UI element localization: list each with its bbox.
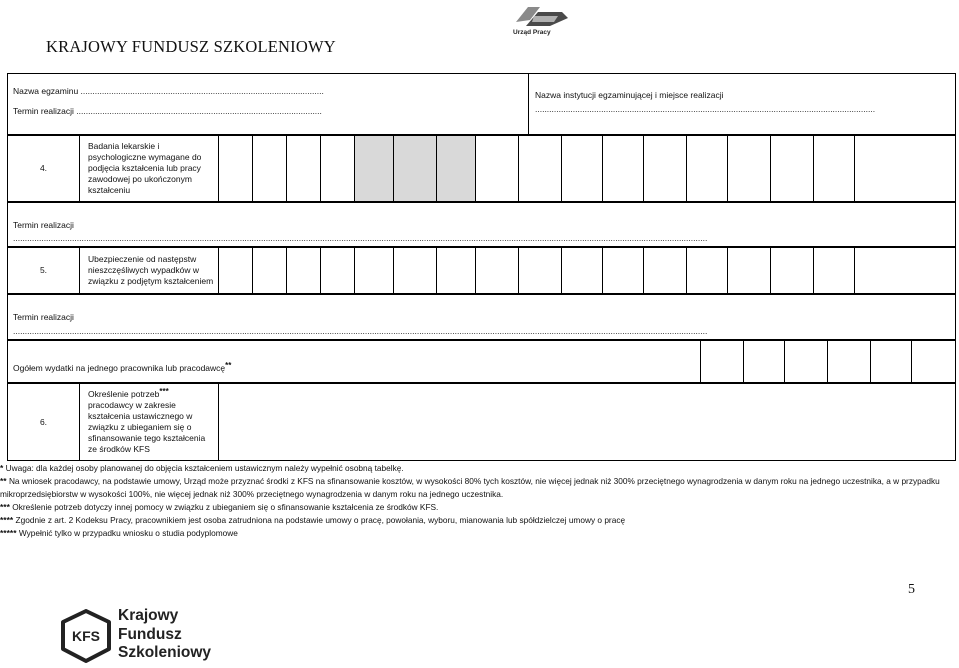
footnote-text: Wypełnić tylko w przypadku wniosku o studia podyplomowe xyxy=(18,528,238,538)
exam-term-line: Termin realizacji ........................................................................................................ xyxy=(13,106,322,116)
value-cell[interactable] xyxy=(687,136,728,202)
footnote xyxy=(0,475,945,501)
value-cell[interactable] xyxy=(253,248,287,294)
term-dots: ...................................................................................................................................................................................................................................................................................................... xyxy=(13,326,708,336)
footnotes xyxy=(0,462,959,540)
row-number-cell xyxy=(8,136,80,202)
footnote-mark: * xyxy=(0,463,4,473)
row-label-line: psychologiczne wymagane do xyxy=(88,152,202,162)
footnote xyxy=(0,462,959,475)
value-cell[interactable] xyxy=(728,248,771,294)
footnote-text: Uwaga: dla każdej osoby planowanej do objęcia kształceniem ustawicznym należy wypełnić osobną tabelkę. xyxy=(5,463,404,473)
term-cell[interactable] xyxy=(8,295,956,340)
institution-dots: ................................................................................................................................................ xyxy=(535,104,876,114)
row-6-table xyxy=(7,383,956,461)
row-5-table xyxy=(7,247,956,294)
value-cell[interactable] xyxy=(771,248,814,294)
value-cell[interactable] xyxy=(771,136,814,202)
value-cell[interactable] xyxy=(321,248,355,294)
exam-name-line: Nazwa egzaminu ....................................................................................................... xyxy=(13,86,324,96)
row-label-line: związku z ubieganiem się o xyxy=(88,422,192,432)
footnote xyxy=(0,514,959,527)
value-cell[interactable] xyxy=(687,248,728,294)
row-label-line: zawodowej po ukończonym xyxy=(88,174,192,184)
row-label-line: nieszczęśliwych wypadków w xyxy=(88,265,200,275)
value-cell[interactable] xyxy=(603,136,644,202)
row-number: 6. xyxy=(39,416,48,427)
row-label-line: Ubezpieczenie od następstw xyxy=(88,254,197,264)
value-cell[interactable] xyxy=(519,248,562,294)
value-cell[interactable] xyxy=(219,136,253,202)
term-cell[interactable] xyxy=(8,203,956,247)
total-label: Ogółem wydatki na jednego pracownika lub pracodawcę xyxy=(13,363,226,373)
footnote-text: Określenie potrzeb dotyczy innej pomocy w związku z ubieganiem się o sfinansowanie kształcenia ze środków KFS. xyxy=(12,502,439,512)
row-number: 4. xyxy=(39,163,48,173)
row-label-cell xyxy=(80,384,219,461)
value-cell[interactable] xyxy=(562,248,603,294)
value-cell[interactable] xyxy=(253,136,287,202)
term-label: Termin realizacji xyxy=(13,312,74,322)
row-label-line: pracodawcy w zakresie xyxy=(88,400,176,410)
row-label-cell xyxy=(80,136,219,202)
kfs-logo xyxy=(60,607,240,665)
value-cell[interactable] xyxy=(476,136,519,202)
value-cell[interactable] xyxy=(219,248,253,294)
exam-name-cell[interactable] xyxy=(8,74,529,135)
footnote-text: Zgodnie z art. 2 Kodeksu Pracy, pracownikiem jest osoba zatrudniona na podstawie umowy o pracę, powołania, wyboru, mianowania lub spółdzielczej umowy o pracę xyxy=(15,515,626,525)
urzad-pracy-arrows-icon xyxy=(510,2,570,32)
value-cell[interactable] xyxy=(355,248,394,294)
value-cell[interactable] xyxy=(728,136,771,202)
footnote-mark: *** xyxy=(0,502,10,512)
value-cell[interactable] xyxy=(287,136,321,202)
total-value-cell[interactable] xyxy=(744,341,785,383)
value-cell[interactable] xyxy=(644,136,687,202)
kfs-line-1: Krajowy xyxy=(118,607,179,624)
row-label-line: związku z podjętym kształceniem xyxy=(88,276,214,286)
row-number-cell xyxy=(8,384,80,461)
total-label-wrap xyxy=(13,363,231,374)
value-cell[interactable] xyxy=(644,248,687,294)
row-6-footnote-mark: *** xyxy=(159,387,169,396)
value-cell[interactable] xyxy=(855,248,956,294)
row-number: 5. xyxy=(39,265,48,275)
urzad-pracy-logo xyxy=(510,2,570,38)
value-cell-greyed xyxy=(437,136,476,202)
value-cell[interactable] xyxy=(814,136,855,202)
row-label-line: kształcenia ustawicznego w xyxy=(88,411,193,421)
document-title: KRAJOWY FUNDUSZ SZKOLENIOWY xyxy=(46,37,336,56)
total-label-cell xyxy=(8,341,701,383)
value-cell-greyed xyxy=(394,136,437,202)
total-footnote-mark: ** xyxy=(225,361,232,370)
value-cell[interactable] xyxy=(519,136,562,202)
value-cell[interactable] xyxy=(562,136,603,202)
value-cell[interactable] xyxy=(603,248,644,294)
institution-label: Nazwa instytucji egzaminującej i miejsce realizacji xyxy=(535,90,724,100)
row-6-first-line: Określenie potrzeb xyxy=(88,389,160,399)
kfs-badge-icon xyxy=(60,609,112,663)
row-number-cell xyxy=(8,248,80,294)
term-row-5 xyxy=(7,294,956,340)
value-cell[interactable] xyxy=(855,136,956,202)
row-label-line: sfinansowanie tego kształcenia xyxy=(88,433,206,443)
total-row-table xyxy=(7,340,956,383)
term-row-4 xyxy=(7,202,956,247)
footnote xyxy=(0,527,959,540)
total-value-cell[interactable] xyxy=(785,341,828,383)
footnote-text: Na wniosek pracodawcy, na podstawie umowy, Urząd może przyznać środki z KFS na sfinansowanie kosztów, w wysokości 80% tych kosztów, nie więcej jednak niż 300% przeciętnego wynagrodzenia w danym roku na jednego uczestnika, a w przypadku mikroprzedsiębiorstw w wysokości 100%, nie więcej jednak niż 300% przeciętnego wynagrodzenia w danym roku na jednego uczestnika. xyxy=(0,476,940,499)
total-value-cell[interactable] xyxy=(912,341,956,383)
institution-cell[interactable] xyxy=(529,74,956,135)
urzad-pracy-caption: Urząd Pracy xyxy=(513,29,551,36)
row-label-line: podjęcia kształcenia lub pracy xyxy=(88,163,201,173)
row-label-line: Badania lekarskie i xyxy=(88,141,160,151)
page-number: 5 xyxy=(908,582,915,597)
row-label-cell xyxy=(80,248,219,294)
value-cell[interactable] xyxy=(476,248,519,294)
value-cell[interactable] xyxy=(321,136,355,202)
exam-info-table xyxy=(7,73,956,135)
term-dots: ...................................................................................................................................................................................................................................................................................................... xyxy=(13,233,708,243)
kfs-badge-text: KFS xyxy=(72,628,100,644)
value-cell[interactable] xyxy=(814,248,855,294)
term-label: Termin realizacji xyxy=(13,220,74,230)
kfs-line-2: Fundusz xyxy=(118,625,182,643)
row-label-line: kształceniu xyxy=(88,185,131,195)
value-cell[interactable] xyxy=(437,248,476,294)
value-cell-greyed xyxy=(355,136,394,202)
total-value-cell[interactable] xyxy=(828,341,871,383)
row-4-table xyxy=(7,135,956,202)
row-label-line xyxy=(88,389,218,400)
value-cell[interactable] xyxy=(287,248,321,294)
footnote-mark: ***** xyxy=(0,528,17,538)
value-cell[interactable] xyxy=(394,248,437,294)
total-value-cell[interactable] xyxy=(701,341,744,383)
footnote-mark: ** xyxy=(0,476,7,486)
kfs-logo-text xyxy=(118,607,211,663)
total-value-cell[interactable] xyxy=(871,341,912,383)
footnote-mark: **** xyxy=(0,515,14,525)
row-label-line: ze środków KFS xyxy=(88,444,150,454)
footnote xyxy=(0,501,959,514)
needs-description-cell[interactable] xyxy=(219,384,956,461)
kfs-line-3: Szkoleniowy xyxy=(118,644,212,661)
